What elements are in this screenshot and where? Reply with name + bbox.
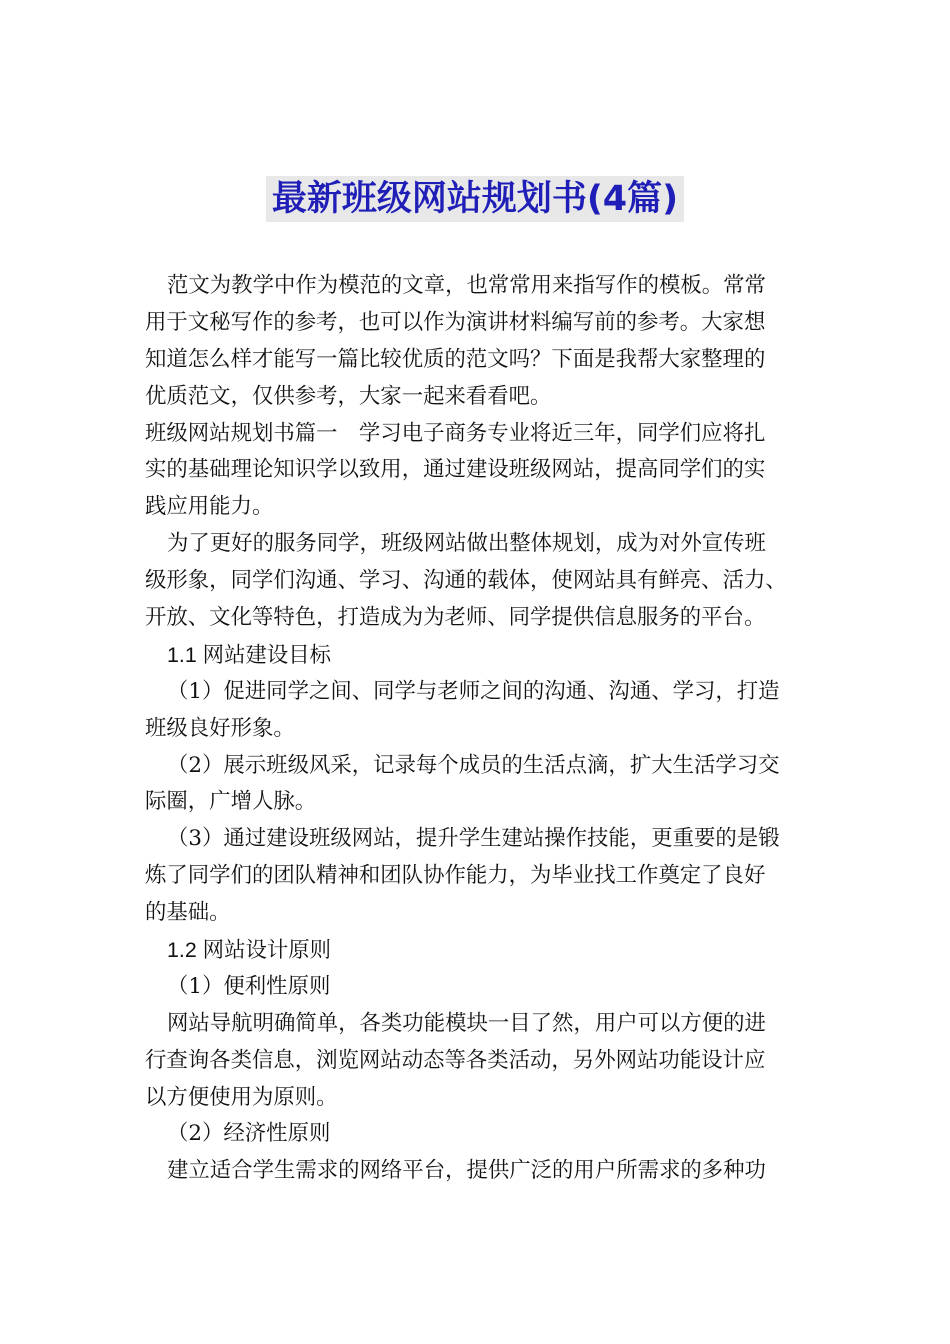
text-line: 建立适合学生需求的网络平台，提供广泛的用户所需求的多种功 bbox=[167, 1158, 766, 1184]
text-line: （3）通过建设班级网站，提升学生建站操作技能，更重要的是锻 bbox=[167, 826, 780, 852]
text-line: 实的基础理论知识学以致用，通过建设班级网站，提高同学们的实 bbox=[145, 457, 766, 483]
title-container bbox=[0, 176, 950, 222]
text-line: 践应用能力。 bbox=[145, 494, 274, 520]
document-body bbox=[145, 268, 815, 1190]
text-line: 级形象，同学们沟通、学习、沟通的载体，使网站具有鲜亮、活力、 bbox=[145, 568, 787, 594]
text-line: 开放、文化等特色，打造成为为老师、同学提供信息服务的平台。 bbox=[145, 605, 766, 631]
text-line: （2）展示班级风采，记录每个成员的生活点滴，扩大生活学习交 bbox=[167, 752, 780, 778]
text-line: 知道怎么样才能写一篇比较优质的范文吗？下面是我帮大家整理的 bbox=[145, 346, 766, 372]
text-line: （2）经济性原则 bbox=[167, 1121, 331, 1147]
text-line: 行查询各类信息，浏览网站动态等各类活动，另外网站功能设计应 bbox=[145, 1047, 766, 1073]
text-line: （1）便利性原则 bbox=[167, 973, 331, 999]
text-line: 范文为教学中作为模范的文章，也常常用来指写作的模板。常常 bbox=[167, 273, 766, 298]
text-line: （1）促进同学之间、同学与老师之间的沟通、沟通、学习，打造 bbox=[167, 678, 780, 704]
document-title: 最新班级网站规划书(4篇) bbox=[266, 176, 684, 222]
text-line: 网站导航明确简单，各类功能模块一目了然，用户可以方便的进 bbox=[167, 1010, 766, 1036]
text-line: 为了更好的服务同学，班级网站做出整体规划，成为对外宣传班 bbox=[167, 531, 766, 557]
text-line: 以方便使用为原则。 bbox=[145, 1084, 338, 1110]
text-line: 班级网站规划书篇一 学习电子商务专业将近三年，同学们应将扎 bbox=[145, 420, 766, 446]
text-line: 班级良好形象。 bbox=[145, 715, 295, 741]
text-line: 优质范文，仅供参考，大家一起来看看吧。 bbox=[145, 383, 552, 409]
section-heading: 1.1 网站建设目标 bbox=[167, 642, 332, 667]
text-line: 的基础。 bbox=[145, 900, 231, 926]
section-heading: 1.2 网站设计原则 bbox=[167, 938, 332, 963]
text-line: 炼了同学们的团队精神和团队协作能力，为毕业找工作奠定了良好 bbox=[145, 863, 766, 889]
text-line: 际圈，广增人脉。 bbox=[145, 789, 317, 815]
text-line: 用于文秘写作的参考，也可以作为演讲材料编写前的参考。大家想 bbox=[145, 309, 766, 335]
